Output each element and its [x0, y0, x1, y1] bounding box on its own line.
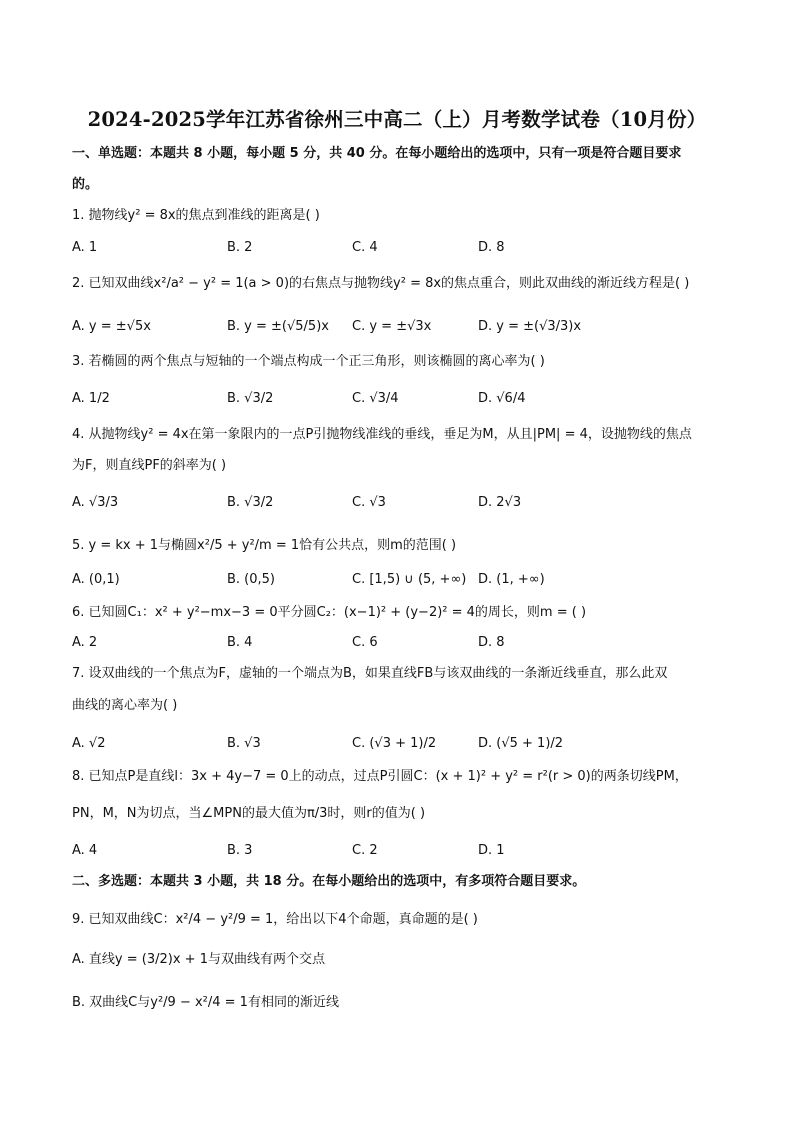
- q9-option-b: B. 双曲线C与y²/9 − x²/4 = 1有相同的渐近线: [72, 995, 339, 1010]
- q8-option-a: A. 4: [72, 843, 98, 858]
- question-8-cont: PN，M，N为切点，当∠MPN的最大值为π/3时，则r的值为( ): [72, 806, 426, 821]
- question-7: 7. 设双曲线的一个焦点为F，虚轴的一个端点为B，如果直线FB与该双曲线的一条渐近线垂直，那么此双: [72, 666, 668, 681]
- q7-option-b: B. √3: [227, 736, 261, 751]
- q1-option-d: D. 8: [478, 240, 505, 255]
- q5-option-d: D. (1, +∞): [478, 572, 545, 587]
- q1-option-c: C. 4: [352, 240, 378, 255]
- q4-option-b: B. √3/2: [227, 495, 274, 510]
- q2-option-d: D. y = ±(√3/3)x: [478, 319, 582, 334]
- page-title: 2024-2025学年江苏省徐州三中高二（上）月考数学试卷（10月份）: [87, 108, 707, 131]
- q5-option-c: C. [1,5) ∪ (5, +∞): [352, 572, 467, 587]
- question-8: 8. 已知点P是直线l：3x + 4y−7 = 0上的动点，过点P引圆C：(x + 1)² + y² = r²(r > 0)的两条切线PM，: [72, 769, 688, 784]
- question-7-cont: 曲线的离心率为( ): [72, 698, 178, 713]
- q6-option-a: A. 2: [72, 635, 98, 650]
- q4-option-d: D. 2√3: [478, 495, 522, 510]
- q2-option-a: A. y = ±√5x: [72, 319, 151, 334]
- q3-option-a: A. 1/2: [72, 391, 110, 406]
- q3-option-c: C. √3/4: [352, 391, 399, 406]
- q8-option-c: C. 2: [352, 843, 378, 858]
- q2-option-c: C. y = ±√3x: [352, 319, 432, 334]
- q3-option-d: D. √6/4: [478, 391, 526, 406]
- question-4-cont: 为F，则直线PF的斜率为( ): [72, 458, 227, 473]
- q1-option-b: B. 2: [227, 240, 253, 255]
- q7-option-a: A. √2: [72, 736, 106, 751]
- q4-option-c: C. √3: [352, 495, 386, 510]
- q5-option-a: A. (0,1): [72, 572, 120, 587]
- q9-option-a: A. 直线y = (3/2)x + 1与双曲线有两个交点: [72, 952, 325, 967]
- q4-option-a: A. √3/3: [72, 495, 119, 510]
- section1-header-cont: 的。: [72, 177, 99, 192]
- q2-option-b: B. y = ±(√5/5)x: [227, 319, 329, 334]
- q8-option-b: B. 3: [227, 843, 253, 858]
- q6-option-b: B. 4: [227, 635, 253, 650]
- section1-header: 一、单选题：本题共 8 小题，每小题 5 分，共 40 分。在每小题给出的选项中，只有一项是符合题目要求: [72, 146, 682, 161]
- q7-option-c: C. (√3 + 1)/2: [352, 736, 437, 751]
- question-6: 6. 已知圆C₁：x² + y²−mx−3 = 0平分圆C₂：(x−1)² + (y−2)² = 4的周长，则m = ( ): [72, 605, 587, 620]
- q6-option-c: C. 6: [352, 635, 378, 650]
- q7-option-d: D. (√5 + 1)/2: [478, 736, 564, 751]
- section2-header: 二、多选题：本题共 3 小题，共 18 分。在每小题给出的选项中，有多项符合题目要求。: [72, 874, 586, 889]
- question-4: 4. 从抛物线y² = 4x在第一象限内的一点P引抛物线准线的垂线，垂足为M，从且|PM| = 4，设抛物线的焦点: [72, 427, 692, 442]
- question-3: 3. 若椭圆的两个焦点与短轴的一个端点构成一个正三角形，则该椭圆的离心率为( ): [72, 354, 545, 369]
- question-5: 5. y = kx + 1与椭圆x²/5 + y²/m = 1恰有公共点，则m的范围( ): [72, 538, 457, 553]
- question-2: 2. 已知双曲线x²/a² − y² = 1(a > 0)的右焦点与抛物线y² = 8x的焦点重合，则此双曲线的渐近线方程是( ): [72, 276, 690, 291]
- q6-option-d: D. 8: [478, 635, 505, 650]
- q5-option-b: B. (0,5): [227, 572, 276, 587]
- q1-option-a: A. 1: [72, 240, 98, 255]
- q8-option-d: D. 1: [478, 843, 505, 858]
- question-9: 9. 已知双曲线C：x²/4 − y²/9 = 1，给出以下4个命题，真命题的是( ): [72, 912, 478, 927]
- question-1: 1. 抛物线y² = 8x的焦点到准线的距离是( ): [72, 208, 320, 223]
- q3-option-b: B. √3/2: [227, 391, 274, 406]
